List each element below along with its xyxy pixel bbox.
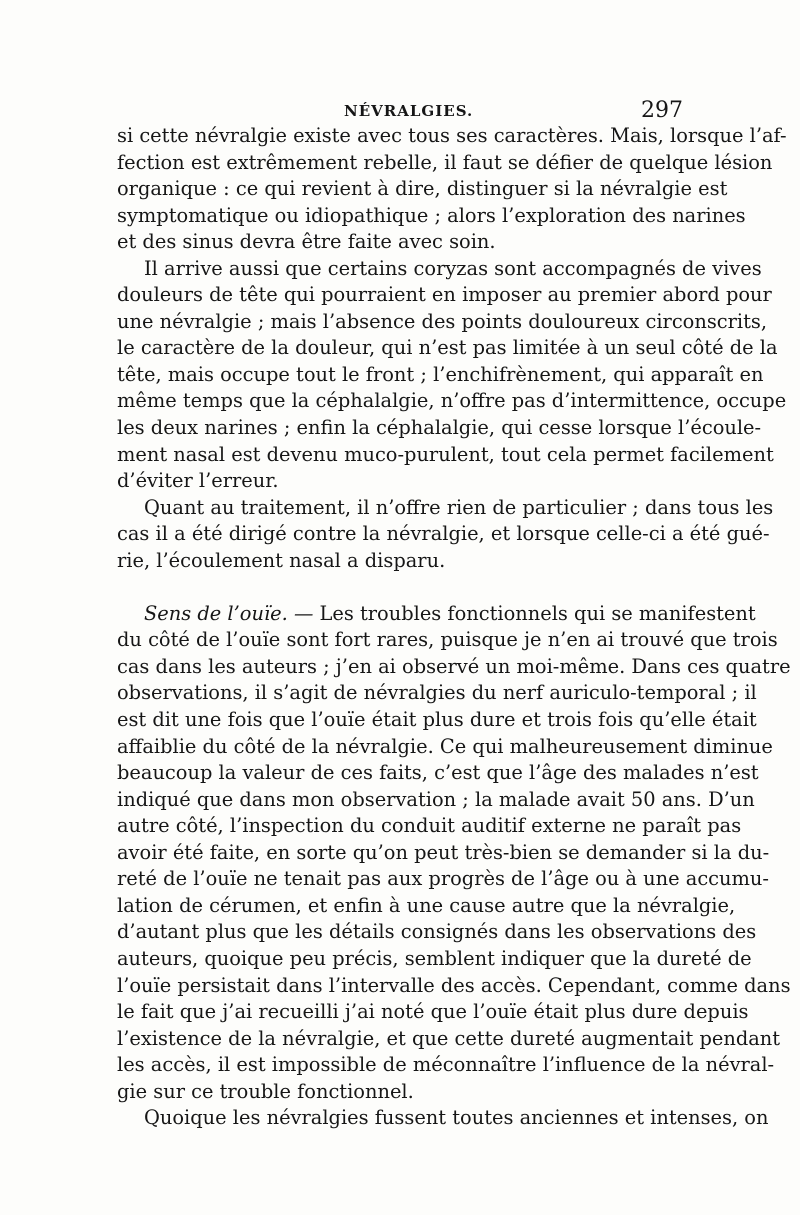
text-line: auteurs, quoique peu précis, semblent indiquer que la dureté de bbox=[117, 946, 752, 970]
text-line: le caractère de la douleur, qui n’est pas limitée à un seul côté de la bbox=[117, 336, 778, 360]
running-title: NÉVRALGIES. bbox=[344, 102, 474, 120]
text-line: et des sinus devra être faite avec soin. bbox=[117, 230, 496, 254]
text-line: même temps que la céphalalgie, n’offre pas d’intermittence, occupe bbox=[117, 389, 787, 413]
text-line: ment nasal est devenu muco-purulent, tout cela permet facilement bbox=[117, 442, 774, 466]
text-line: reté de l’ouïe ne tenait pas aux progrès de l’âge ou à une accumu- bbox=[117, 867, 769, 891]
text-line: les accès, il est impossible de méconnaître l’influence de la névral- bbox=[117, 1053, 775, 1077]
body-text bbox=[117, 123, 791, 1132]
text-line: l’existence de la névralgie, et que cette dureté augmentait pendant bbox=[117, 1026, 781, 1050]
text-line: avoir été faite, en sorte qu’on peut très-bien se demander si la du- bbox=[117, 840, 770, 864]
text-line: beaucoup la valeur de ces faits, c’est que l’âge des malades n’est bbox=[117, 761, 759, 785]
text-line: organique : ce qui revient à dire, distinguer si la névralgie est bbox=[117, 177, 728, 201]
text-line: cas il a été dirigé contre la névralgie, et lorsque celle-ci a été gué- bbox=[117, 522, 770, 546]
text-line: d’autant plus que les détails consignés dans les observations des bbox=[117, 920, 757, 944]
text-line: indiqué que dans mon observation ; la malade avait 50 ans. D’un bbox=[117, 787, 755, 811]
text-line: d’éviter l’erreur. bbox=[117, 469, 279, 493]
text-line: gie sur ce trouble fonctionnel. bbox=[117, 1079, 414, 1103]
text-line-with-heading bbox=[117, 601, 756, 628]
text-line: est dit une fois que l’ouïe était plus dure et trois fois qu’elle était bbox=[117, 708, 757, 732]
text-line: Il arrive aussi que certains coryzas sont accompagnés de vives bbox=[144, 256, 762, 280]
paragraph-gap bbox=[117, 574, 683, 601]
text-line: autre côté, l’inspection du conduit auditif externe ne paraît pas bbox=[117, 814, 742, 838]
text-line: rie, l’écoulement nasal a disparu. bbox=[117, 548, 446, 572]
text-line: tête, mais occupe tout le front ; l’enchifrènement, qui apparaît en bbox=[117, 362, 764, 386]
text-line: les deux narines ; enfin la céphalalgie, qui cesse lorsque l’écoule- bbox=[117, 416, 762, 440]
text-line: l’ouïe persistait dans l’intervalle des accès. Cependant, comme dans bbox=[117, 973, 791, 997]
running-header bbox=[0, 96, 800, 126]
text-line: lation de cérumen, et enfin à une cause autre que la névralgie, bbox=[117, 893, 736, 917]
text-line: fection est extrêmement rebelle, il faut se défier de quelque lésion bbox=[117, 150, 773, 174]
text-line: du côté de l’ouïe sont fort rares, puisque je n’en ai trouvé que trois bbox=[117, 628, 778, 652]
text-line: affaiblie du côté de la névralgie. Ce qui malheureusement diminue bbox=[117, 734, 773, 758]
text-line: douleurs de tête qui pourraient en imposer au premier abord pour bbox=[117, 283, 772, 307]
text-line: Quoique les névralgies fussent toutes anciennes et intenses, on bbox=[144, 1106, 769, 1130]
text-line: le fait que j’ai recueilli j’ai noté que l’ouïe était plus dure depuis bbox=[117, 1000, 749, 1024]
text-line-rest: Les troubles fonctionnels qui se manifestent bbox=[319, 601, 756, 625]
text-line: symptomatique ou idiopathique ; alors l’exploration des narines bbox=[117, 203, 746, 227]
page-number: 297 bbox=[641, 98, 683, 123]
section-heading: Sens de l’ouïe. — bbox=[144, 601, 314, 625]
text-line: observations, il s’agit de névralgies du nerf auriculo-temporal ; il bbox=[117, 681, 757, 705]
text-line: Quant au traitement, il n’offre rien de particulier ; dans tous les bbox=[144, 495, 774, 519]
text-line: si cette névralgie existe avec tous ses caractères. Mais, lorsque l’af- bbox=[117, 124, 787, 147]
text-line: cas dans les auteurs ; j’en ai observé un moi-même. Dans ces quatre bbox=[117, 654, 791, 678]
text-line: une névralgie ; mais l’absence des points douloureux circonscrits, bbox=[117, 309, 768, 333]
